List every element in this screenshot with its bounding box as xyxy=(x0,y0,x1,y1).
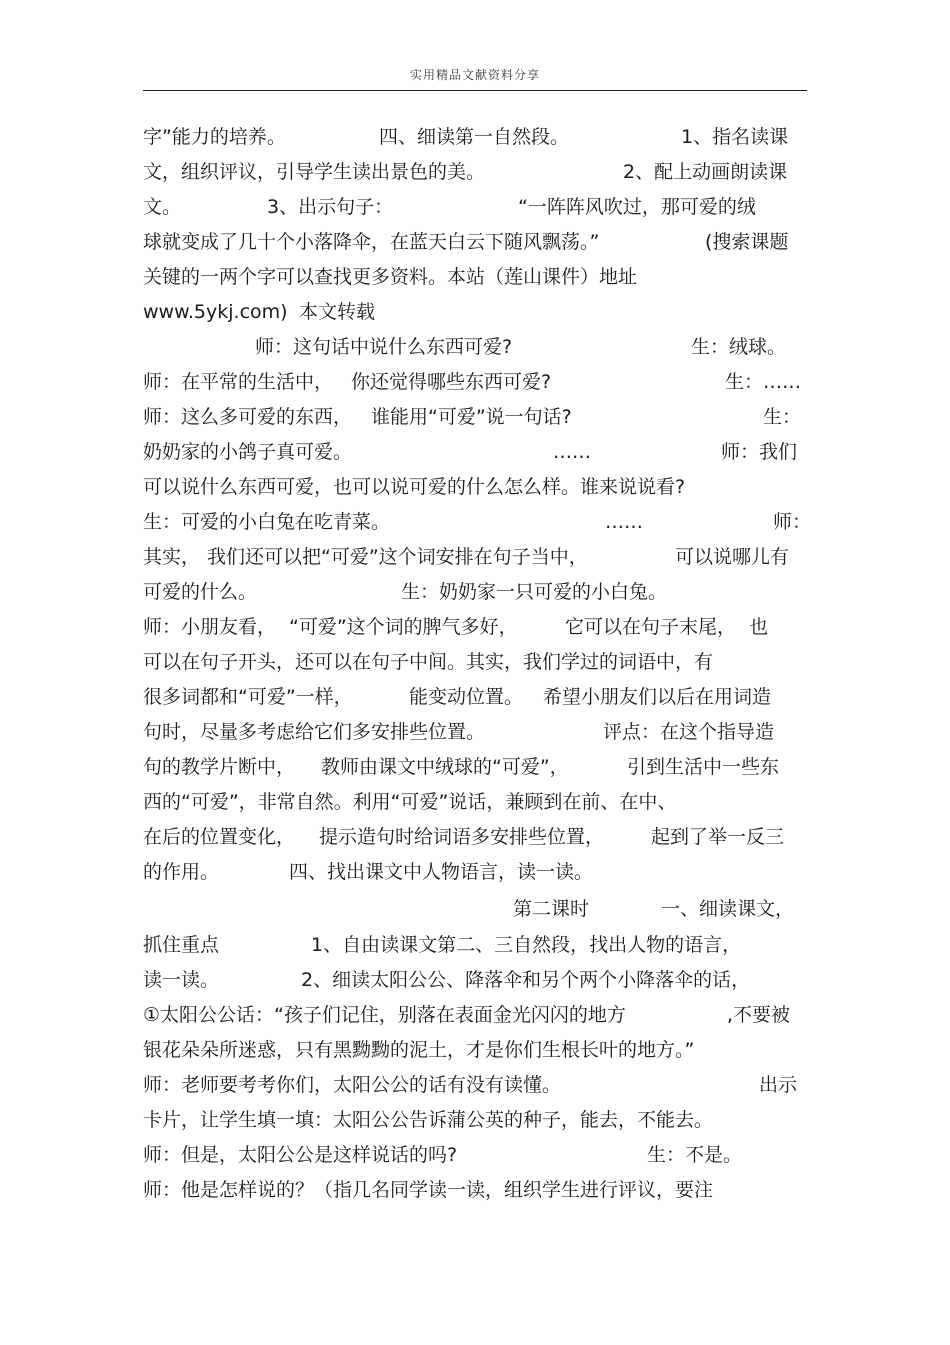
text-segment: “一阵阵风吹过，那可爱的绒 xyxy=(518,196,756,218)
text-segment: 它可以在句子末尾， xyxy=(565,616,737,638)
text-line xyxy=(143,680,807,715)
text-segment: 生：…… xyxy=(725,371,802,393)
text-segment: 的作用。 xyxy=(143,861,220,883)
text-segment: 很多词都和“可爱”一样， xyxy=(143,686,353,708)
text-segment: 教师由课文中绒球的“可爱”， xyxy=(321,756,569,778)
text-line xyxy=(143,610,807,645)
text-segment: 师：老师要考考你们，太阳公公的话有没有读懂。 xyxy=(143,1074,562,1096)
text-segment: 抓住重点 xyxy=(143,934,220,956)
text-segment: 文，组织评议，引导学生读出景色的美。 xyxy=(143,161,486,183)
text-segment: 读一读。 xyxy=(143,969,220,991)
text-segment: 也 xyxy=(749,616,769,638)
text-segment: 可以在句子开头，还可以在句子中间。其实，我们学过的词语中，有 xyxy=(143,651,714,673)
text-segment: 希望小朋友们以后在用词造 xyxy=(543,686,772,708)
text-segment: ①太阳公公话：“孩子们记住，别落在表面金光闪闪的地方 xyxy=(143,1004,626,1026)
text-segment: 2、配上动画朗读课 xyxy=(623,161,788,183)
text-segment: 文。 xyxy=(143,196,182,218)
text-segment: 西的“可爱”，非常自然。利用“可爱”说话，兼顾到在前、在中、 xyxy=(143,791,677,813)
text-segment: 提示造句时给词语多安排些位置， xyxy=(319,826,605,848)
text-segment: 生： xyxy=(763,406,802,428)
text-segment: 可爱的什么。 xyxy=(143,581,258,603)
text-line xyxy=(143,855,807,890)
text-segment: 在后的位置变化， xyxy=(143,826,296,848)
text-segment: 生：可爱的小白兔在吃青菜。 xyxy=(143,511,391,533)
text-line xyxy=(143,260,807,295)
text-line xyxy=(143,470,807,505)
text-line xyxy=(143,400,807,435)
text-segment: 其实， xyxy=(143,546,201,568)
text-segment: 句时，尽量多考虑给它们多安排些位置。 xyxy=(143,721,486,743)
text-segment: 师：我们 xyxy=(721,441,798,463)
text-segment: 生：不是。 xyxy=(647,1144,743,1166)
text-segment: 本文转载 xyxy=(299,301,376,323)
text-segment: www.5ykj.com) xyxy=(143,301,288,323)
text-segment: 2、细读太阳公公、降落伞和另个两个小降落伞的话， xyxy=(301,969,751,991)
text-segment: 谁能用“可爱”说一句话? xyxy=(371,406,572,428)
text-segment: 能变动位置。 xyxy=(409,686,524,708)
text-segment: 奶奶家的小鸽子真可爱。 xyxy=(143,441,353,463)
text-segment: 可以说哪儿有 xyxy=(675,546,790,568)
text-segment: 师：但是，太阳公公是这样说话的吗? xyxy=(143,1144,458,1166)
text-line xyxy=(143,645,807,680)
text-segment: 四、找出课文中人物语言，读一读。 xyxy=(289,861,594,883)
text-line xyxy=(143,435,807,470)
text-line xyxy=(143,892,807,927)
text-line xyxy=(143,155,807,190)
text-line xyxy=(143,575,807,610)
text-segment: 师：这句话中说什么东西可爱? xyxy=(255,336,513,358)
text-line xyxy=(143,190,807,225)
text-segment: 可以说什么东西可爱，也可以说可爱的什么怎么样。谁来说说看? xyxy=(143,476,686,498)
page-header: 实用精品文献资料分享 xyxy=(409,68,540,82)
text-segment: 我们还可以把“可爱”这个词安排在句子当中， xyxy=(207,546,588,568)
text-segment: 师：小朋友看， xyxy=(143,616,277,638)
text-segment: 生：绒球。 xyxy=(691,336,787,358)
text-segment: 字”能力的培养。 xyxy=(143,126,286,148)
text-segment: 你还觉得哪些东西可爱? xyxy=(351,371,552,393)
text-segment: 生：奶奶家一只可爱的小白兔。 xyxy=(401,581,668,603)
text-line xyxy=(143,505,812,540)
text-segment: (搜索课题 xyxy=(705,231,789,253)
text-segment: 银花朵朵所迷惑，只有黑黝黝的泥土，才是你们生根长叶的地方。” xyxy=(143,1039,695,1061)
text-segment: 师：在平常的生活中， xyxy=(143,371,334,393)
text-segment: 1、指名读课 xyxy=(681,126,789,148)
text-line xyxy=(143,715,807,750)
text-segment: 师：他是怎样说的？（指几名同学读一读，组织学生进行评议，要注 xyxy=(143,1179,714,1201)
text-segment: “可爱”这个词的脾气多好， xyxy=(289,616,518,638)
text-segment: 关键的一两个字可以查找更多资料。本站（莲山课件）地址 xyxy=(143,266,638,288)
text-line xyxy=(143,365,807,400)
text-segment: …… xyxy=(553,441,591,463)
text-segment: 引到生活中一些东 xyxy=(627,756,780,778)
text-segment: 出示 xyxy=(759,1074,798,1096)
text-line xyxy=(143,1138,807,1173)
text-segment: 1、自由读课文第二、三自然段，找出人物的语言， xyxy=(311,934,742,956)
text-segment: …… xyxy=(605,511,643,533)
text-line xyxy=(143,998,807,1033)
text-segment: 球就变成了几十个小落降伞，在蓝天白云下随风飘荡。” xyxy=(143,231,600,253)
text-line xyxy=(143,785,807,820)
text-segment: 评点：在这个指导造 xyxy=(603,721,775,743)
text-segment: 师：这么多可爱的东西， xyxy=(143,406,353,428)
text-line xyxy=(143,1068,807,1103)
text-segment: 句的教学片断中， xyxy=(143,756,296,778)
text-line xyxy=(143,1103,807,1138)
text-segment: 卡片，让学生填一填：太阳公公告诉蒲公英的种子，能去，不能去。 xyxy=(143,1109,714,1131)
text-line xyxy=(143,225,807,260)
text-segment: 起到了举一反三 xyxy=(651,826,785,848)
text-segment: 第二课时 xyxy=(513,898,590,920)
text-line xyxy=(143,295,807,330)
text-segment: 一、细读课文， xyxy=(661,898,795,920)
text-line xyxy=(143,750,807,785)
text-segment: ,不要被 xyxy=(727,1004,791,1026)
text-segment: 四、细读第一自然段。 xyxy=(379,126,570,148)
text-segment: 师： xyxy=(773,511,812,533)
text-line xyxy=(143,120,807,155)
text-line xyxy=(143,928,807,963)
text-line xyxy=(143,540,807,575)
text-line xyxy=(143,330,807,365)
text-line xyxy=(143,820,807,855)
text-line xyxy=(143,1033,807,1068)
text-line xyxy=(143,963,807,998)
text-line xyxy=(143,1173,807,1208)
text-segment: 3、出示句子： xyxy=(267,196,394,218)
